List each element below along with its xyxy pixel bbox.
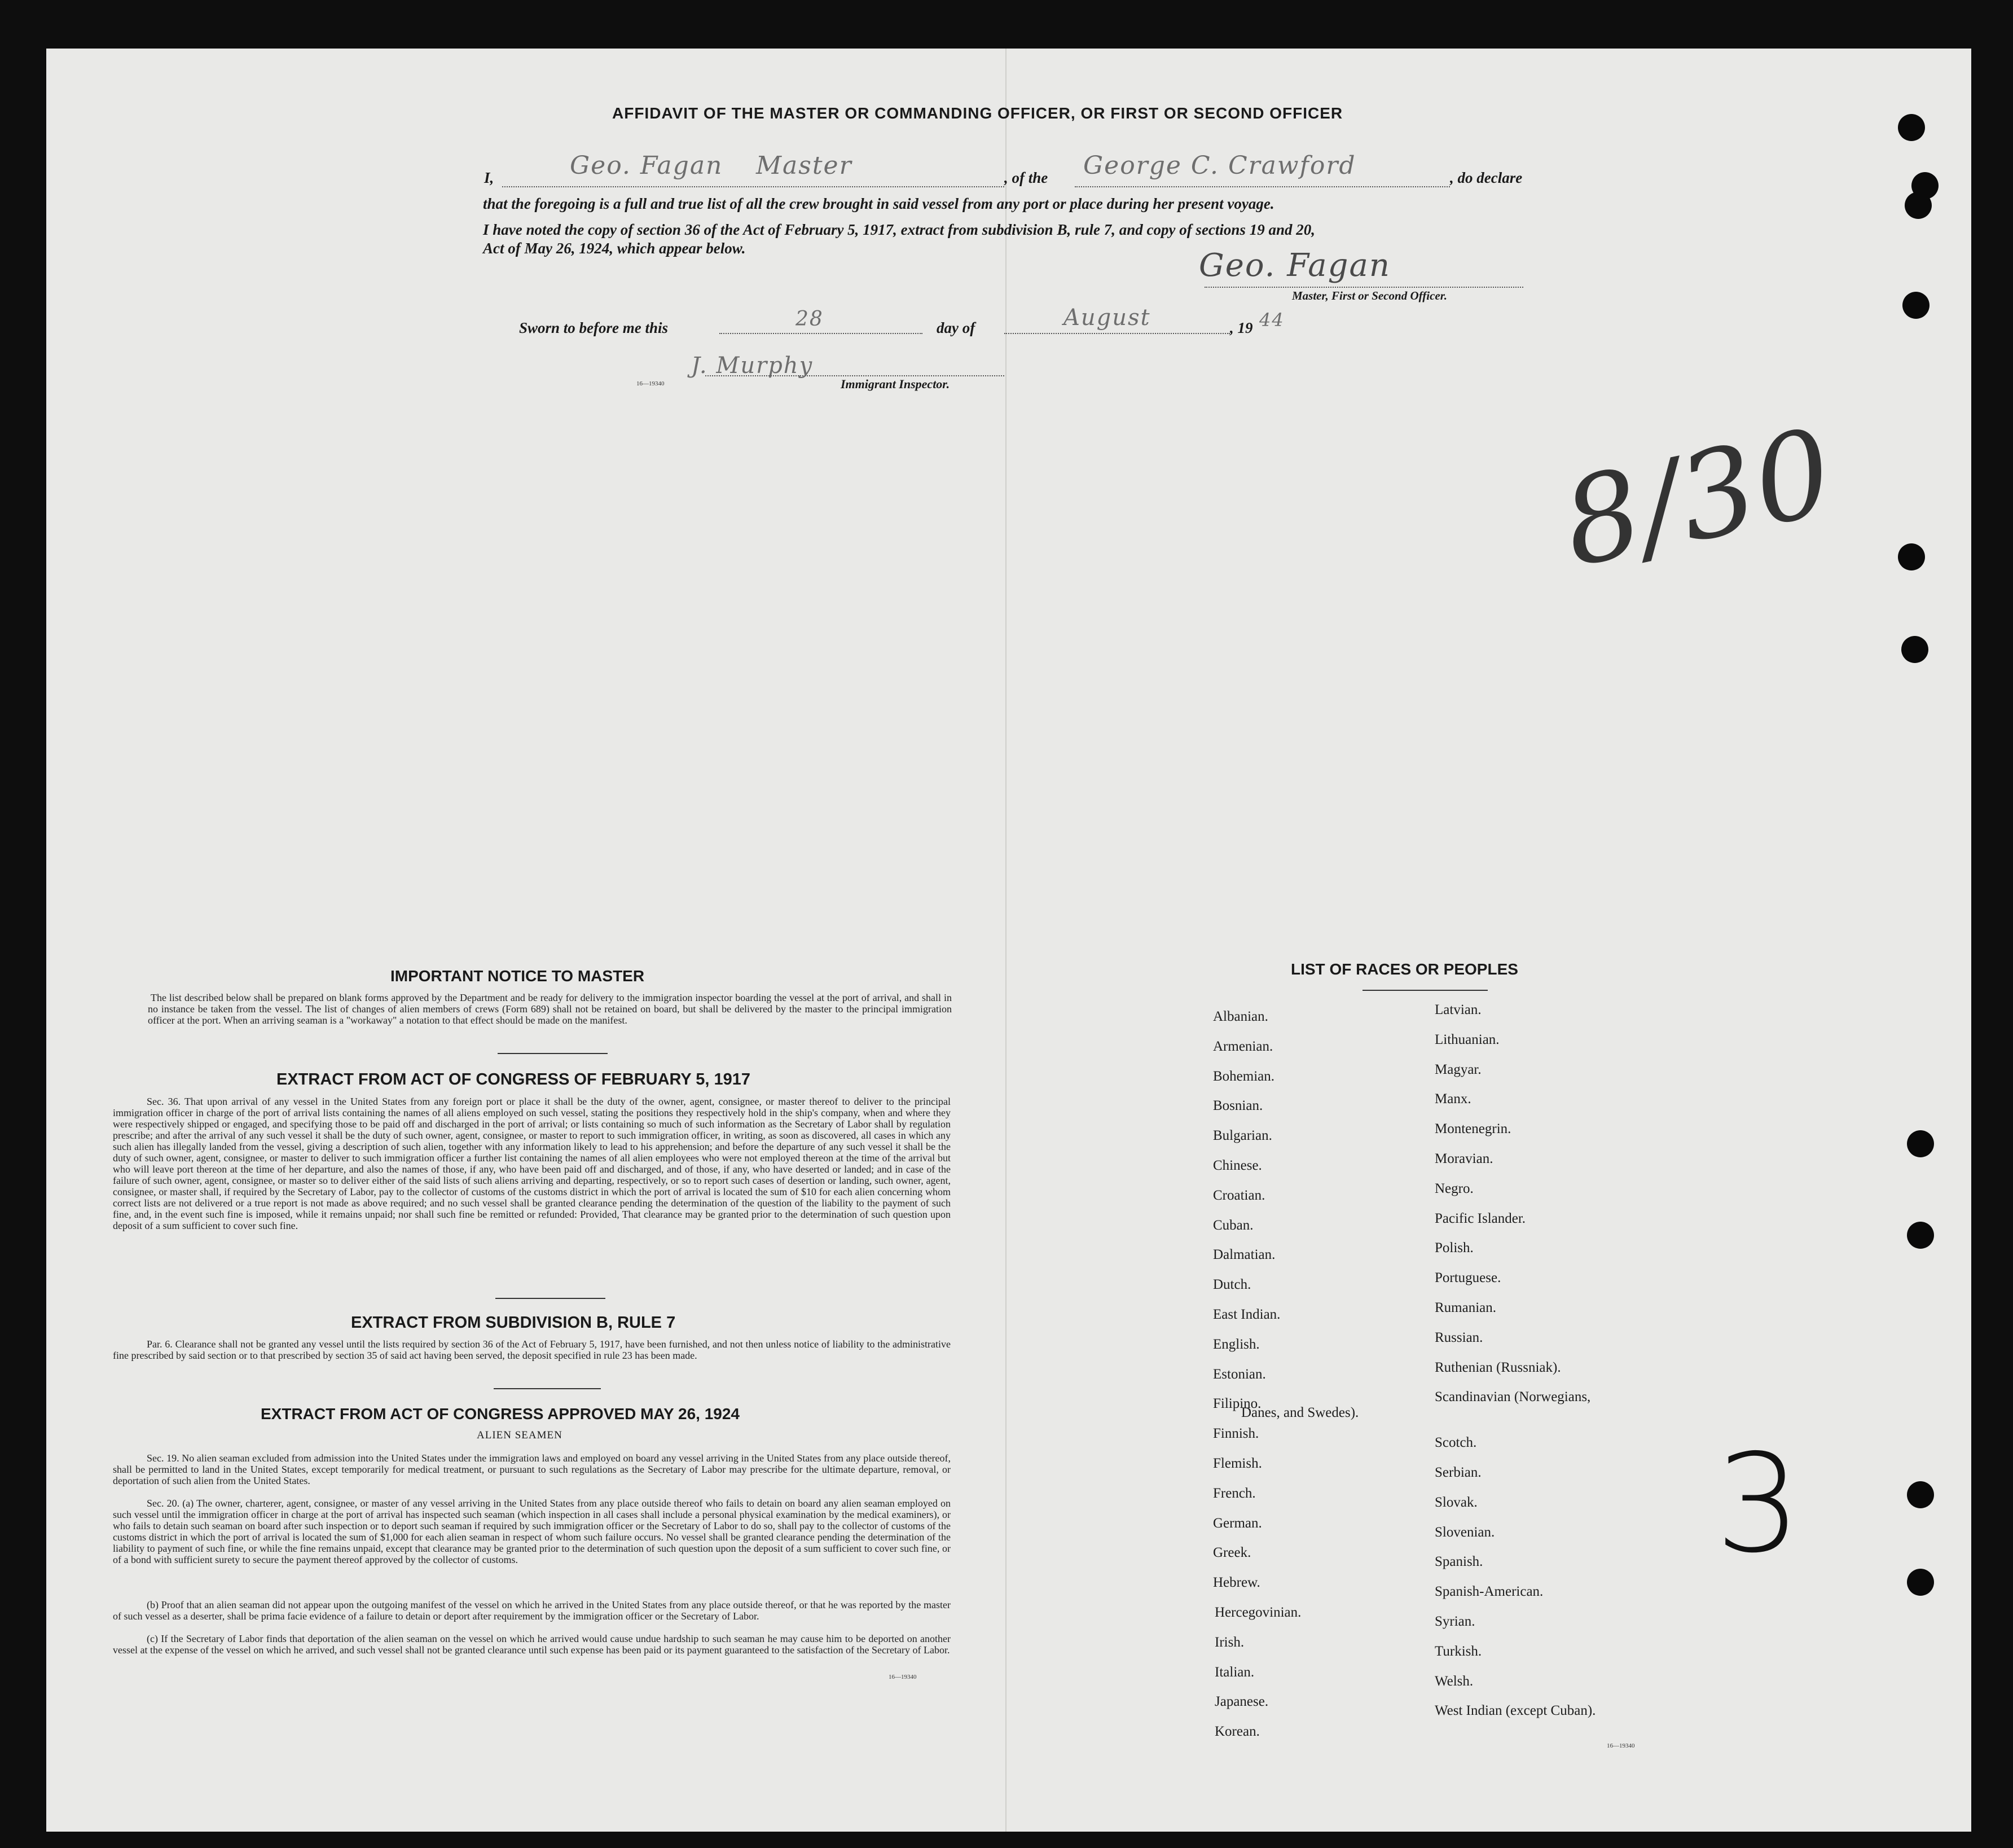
race-item: Russian.: [1435, 1329, 1483, 1345]
race-item: Welsh.: [1435, 1673, 1474, 1689]
binding-hole: [1907, 1481, 1934, 1508]
extract1-title: EXTRACT FROM ACT OF CONGRESS OF FEBRUARY 5, 1917: [276, 1070, 751, 1088]
affidavit-line-3: I have noted the copy of section 36 of the Act of February 5, 1917, extract from subdivision B, rule 7, and copy of sections 19 and 20,: [483, 221, 1315, 238]
race-item: Greek.: [1213, 1545, 1251, 1561]
race-item: Japanese.: [1215, 1694, 1269, 1710]
race-item: Scotch.: [1435, 1435, 1477, 1451]
binding-hole: [1898, 114, 1925, 141]
extract3-sec19: Sec. 19. No alien seaman excluded from admission into the United States under the immigration laws and employed on board any vessel arriving in the United States from any place outside thereof, shall be permitted to land in the United States, except temporarily for medical treatment, or pursuant to such regulations as the Secretary of Labor may prescribe for the ultimate departure, removal, or deportation of such alien from the United States.: [113, 1452, 951, 1486]
margin-date-note: 8/30: [1551, 402, 1845, 594]
race-item: Flemish.: [1213, 1456, 1262, 1471]
race-item: German.: [1213, 1515, 1262, 1531]
master-signature: Geo. Fagan: [1199, 247, 1391, 284]
race-item: Hercegovinian.: [1215, 1605, 1302, 1620]
extract3-subtitle: ALIEN SEAMEN: [477, 1429, 562, 1441]
handwritten-name: Geo. Fagan: [570, 151, 723, 180]
page-fold: [1005, 49, 1006, 1832]
do-declare-label: , do declare: [1450, 169, 1523, 186]
binding-hole: [1898, 543, 1925, 570]
handwritten-rank: Master: [756, 151, 852, 180]
race-item: Irish.: [1215, 1634, 1245, 1650]
race-item: Magyar.: [1435, 1061, 1482, 1077]
race-item: Manx.: [1435, 1091, 1471, 1107]
race-item: Bosnian.: [1213, 1098, 1263, 1114]
handwritten-month: August: [1063, 305, 1151, 331]
race-item: Danes, and Swedes).: [1241, 1405, 1359, 1421]
race-item: Scandinavian (Norwegians,: [1435, 1389, 1591, 1405]
race-item: Bulgarian.: [1213, 1128, 1272, 1144]
race-item: Estonian.: [1213, 1366, 1266, 1382]
race-item: Turkish.: [1435, 1643, 1482, 1659]
race-item: English.: [1213, 1336, 1260, 1352]
race-item: Slovenian.: [1435, 1524, 1495, 1540]
race-item: Chinese.: [1213, 1158, 1262, 1173]
race-item: Filipino.: [1213, 1396, 1262, 1412]
race-item: Dutch.: [1213, 1277, 1251, 1293]
race-item: Lithuanian.: [1435, 1031, 1500, 1047]
race-item: Serbian.: [1435, 1465, 1482, 1480]
sworn-month-line: [1004, 333, 1230, 334]
affidavit-line-4: Act of May 26, 1924, which appear below.: [483, 240, 746, 257]
divider: [1362, 990, 1488, 991]
extract2-title: EXTRACT FROM SUBDIVISION B, RULE 7: [351, 1314, 676, 1332]
race-item: Portuguese.: [1435, 1270, 1501, 1286]
extract3-sec20b: (b) Proof that an alien seaman did not appear upon the outgoing manifest of the vessel on which he arrived in the United States from any place outside thereof, or that he was reported by the master of such vessel as a deserter, shall be prima facie evidence of a failure to detain or deport after requirement by the immigration officer or the Secretary of Labor.: [113, 1599, 951, 1622]
of-the-label: , of the: [1004, 169, 1048, 186]
binding-hole: [1902, 292, 1930, 319]
binding-hole: [1907, 1130, 1934, 1157]
race-item: Montenegrin.: [1435, 1121, 1511, 1137]
race-item: Rumanian.: [1435, 1300, 1497, 1315]
affidavit-title: AFFIDAVIT OF THE MASTER OR COMMANDING OFFICER, OR FIRST OR SECOND OFFICER: [612, 104, 1343, 122]
race-item: Albanian.: [1213, 1009, 1268, 1024]
race-item: Armenian.: [1213, 1038, 1273, 1054]
binding-hole: [1901, 636, 1928, 663]
extract2-body: Par. 6. Clearance shall not be granted any vessel until the lists required by section 36 of the Act of February 5, 1917, have been furnished, and not then unless notice of liability to the administrative fine prescribed by said section or to that prescribed by section 35 of said act having been served, the deposit specified in rule 23 has been made.: [113, 1338, 951, 1361]
inspector-line: [705, 375, 1004, 376]
races-form-number: 16—19340: [1607, 1742, 1635, 1749]
race-item: Cuban.: [1213, 1217, 1254, 1233]
extract3-sec20c: (c) If the Secretary of Labor finds that deportation of the alien seaman on the vessel on which he arrived would cause undue hardship to such seaman he may cause him to be deported on another vessel at the expense of the vessel on which he arrived, and such vessel shall not be granted clearance until such expense has been paid or its payment guaranteed to the satisfaction of the Secretary of Labor.: [113, 1633, 951, 1656]
race-item: Korean.: [1215, 1724, 1260, 1740]
divider: [494, 1388, 601, 1389]
vessel-line: [1075, 186, 1450, 187]
binding-hole: [1907, 1569, 1934, 1596]
day-of-label: day of: [937, 319, 975, 336]
page-number-note: 3: [1715, 1425, 1803, 1583]
race-item: Dalmatian.: [1213, 1247, 1276, 1263]
race-item: Slovak.: [1435, 1494, 1478, 1510]
handwritten-year: 44: [1259, 309, 1285, 331]
notice-title: IMPORTANT NOTICE TO MASTER: [390, 967, 645, 985]
race-item: Spanish-American.: [1435, 1584, 1544, 1600]
race-item: Negro.: [1435, 1180, 1474, 1196]
race-item: Hebrew.: [1213, 1575, 1260, 1591]
handwritten-vessel: George C. Crawford: [1083, 151, 1356, 180]
race-item: Moravian.: [1435, 1151, 1493, 1166]
divider: [498, 1053, 608, 1054]
inspector-signature: J. Murphy: [691, 353, 814, 379]
extract3-sec20a: Sec. 20. (a) The owner, charterer, agent, consignee, or master of any vessel arriving in the United States from any place outside thereof who fails to detain on board any alien seaman employed on such vessel until the immigration officer in charge at the port of arrival has inspected such seaman (which inspection in all cases shall include a personal physical examination by the medical examiners), or who fails to detain such seaman on board after such inspection or to deport such seaman if required by such immigration officer or the Secretary of Labor to do so, shall pay to the collector of customs of the customs district in which the port of arrival is located the sum of $1,000 for each alien seaman in respect of whom such failure occurs. No vessel shall be granted clearance pending the determination of the liability to payment of such fine, or while the fine remains unpaid, except that clearance may be granted prior to the determination of such question upon the deposit of a sum sufficient to cover such fine, or of a bond with sufficient surety to secure the payment thereof approved by the collector of customs.: [113, 1498, 951, 1565]
notice-body: The list described below shall be prepared on blank forms approved by the Department and be ready for delivery to the immigration inspector boarding the vessel at the port of arrival, and shall in no instance be taken from the vessel. The list of changes of alien members of crews (Form 689) shall not be retained on board, but shall be delivered by the master to the principal immigration officer at the port. When an arriving seaman is a "workaway" a notation to that effect should be made on the manifest.: [148, 992, 952, 1026]
year-prefix: , 19: [1230, 319, 1253, 336]
extract1-body: Sec. 36. That upon arrival of any vessel in the United States from any foreign port or place it shall be the duty of the owner, agent, consignee, or master thereof to deliver to the principal immigration officer in charge of the port of arrival lists containing the names of all aliens employed on such vessel, stating the positions they respectively hold in the ship's company, when and where they were respectively shipped or engaged, and specifying those to be paid off and discharged in the port of arrival; or lists containing so much of such information as the Secretary of Labor shall by regulation prescribe; and after the arrival of any such vessel it shall be the duty of such owner, agent, consignee, or master to report to such immigration officer, in writing, as soon as discovered, all cases in which any such alien has illegally landed from the vessel, giving a description of such alien, together with any information likely to lead to his apprehension; and before the departure of any such vessel it shall be the duty of such owner, agent, consignee, or master to deliver to such immigration officer a further list containing the names of all alien employees who were not employed thereon at the time of the arrival but who will leave port thereon at the time of her departure, and also the names of those, if any, who have been paid off and discharged, and of those, if any, who have deserted or landed; and in case of the failure of such owner, agent, consignee, or master so to deliver either of the said lists of such aliens arriving and departing, respectively, or so to report such cases of desertion or landing, such owner, agent, consignee, or master shall, if required by the Secretary of Labor, pay to the collector of customs of the customs district in which the port of arrival is located the sum of $10 for each alien concerning whom correct lists are not delivered or a true report is not made as above required; and no such vessel shall be granted clearance pending the determination of the question of the liability to the payment of such fine, and, in the event such fine is imposed, while it remains unpaid; nor shall such fine be remitted or refunded: Provided, That clearance may be granted prior to the determination of such question upon deposit of a sum sufficient to cover such fine.: [113, 1096, 951, 1231]
signature-caption: Master, First or Second Officer.: [1292, 289, 1447, 302]
divider: [495, 1298, 605, 1299]
signature-line: [1205, 287, 1523, 288]
sworn-day-line: [719, 333, 922, 334]
inspector-caption: Immigrant Inspector.: [841, 377, 950, 391]
race-item: French.: [1213, 1485, 1256, 1501]
race-item: Polish.: [1435, 1240, 1474, 1256]
race-item: Latvian.: [1435, 1002, 1482, 1017]
name-line: [502, 186, 1004, 187]
extract3-title: EXTRACT FROM ACT OF CONGRESS APPROVED MAY 26, 1924: [261, 1405, 740, 1423]
handwritten-day: 28: [795, 308, 824, 331]
i-label: I,: [484, 169, 494, 186]
race-item: Italian.: [1215, 1664, 1255, 1680]
race-item: Spanish.: [1435, 1554, 1483, 1570]
race-item: Syrian.: [1435, 1614, 1475, 1629]
race-item: Ruthenian (Russniak).: [1435, 1359, 1561, 1375]
sworn-label: Sworn to before me this: [519, 319, 669, 336]
affidavit-form-number: 16—19340: [636, 380, 665, 387]
races-title: LIST OF RACES OR PEOPLES: [1291, 960, 1518, 978]
race-item: Pacific Islander.: [1435, 1210, 1526, 1226]
race-item: East Indian.: [1213, 1307, 1281, 1322]
binding-hole: [1907, 1222, 1934, 1249]
race-item: Finnish.: [1213, 1426, 1259, 1442]
binding-hole: [1905, 192, 1932, 219]
race-item: Bohemian.: [1213, 1068, 1275, 1084]
notice-form-number: 16—19340: [889, 1674, 917, 1680]
affidavit-line-2: that the foregoing is a full and true list of all the crew brought in said vessel from any port or place during her present voyage.: [483, 195, 1274, 212]
race-item: West Indian (except Cuban).: [1435, 1703, 1596, 1719]
race-item: Croatian.: [1213, 1187, 1265, 1203]
